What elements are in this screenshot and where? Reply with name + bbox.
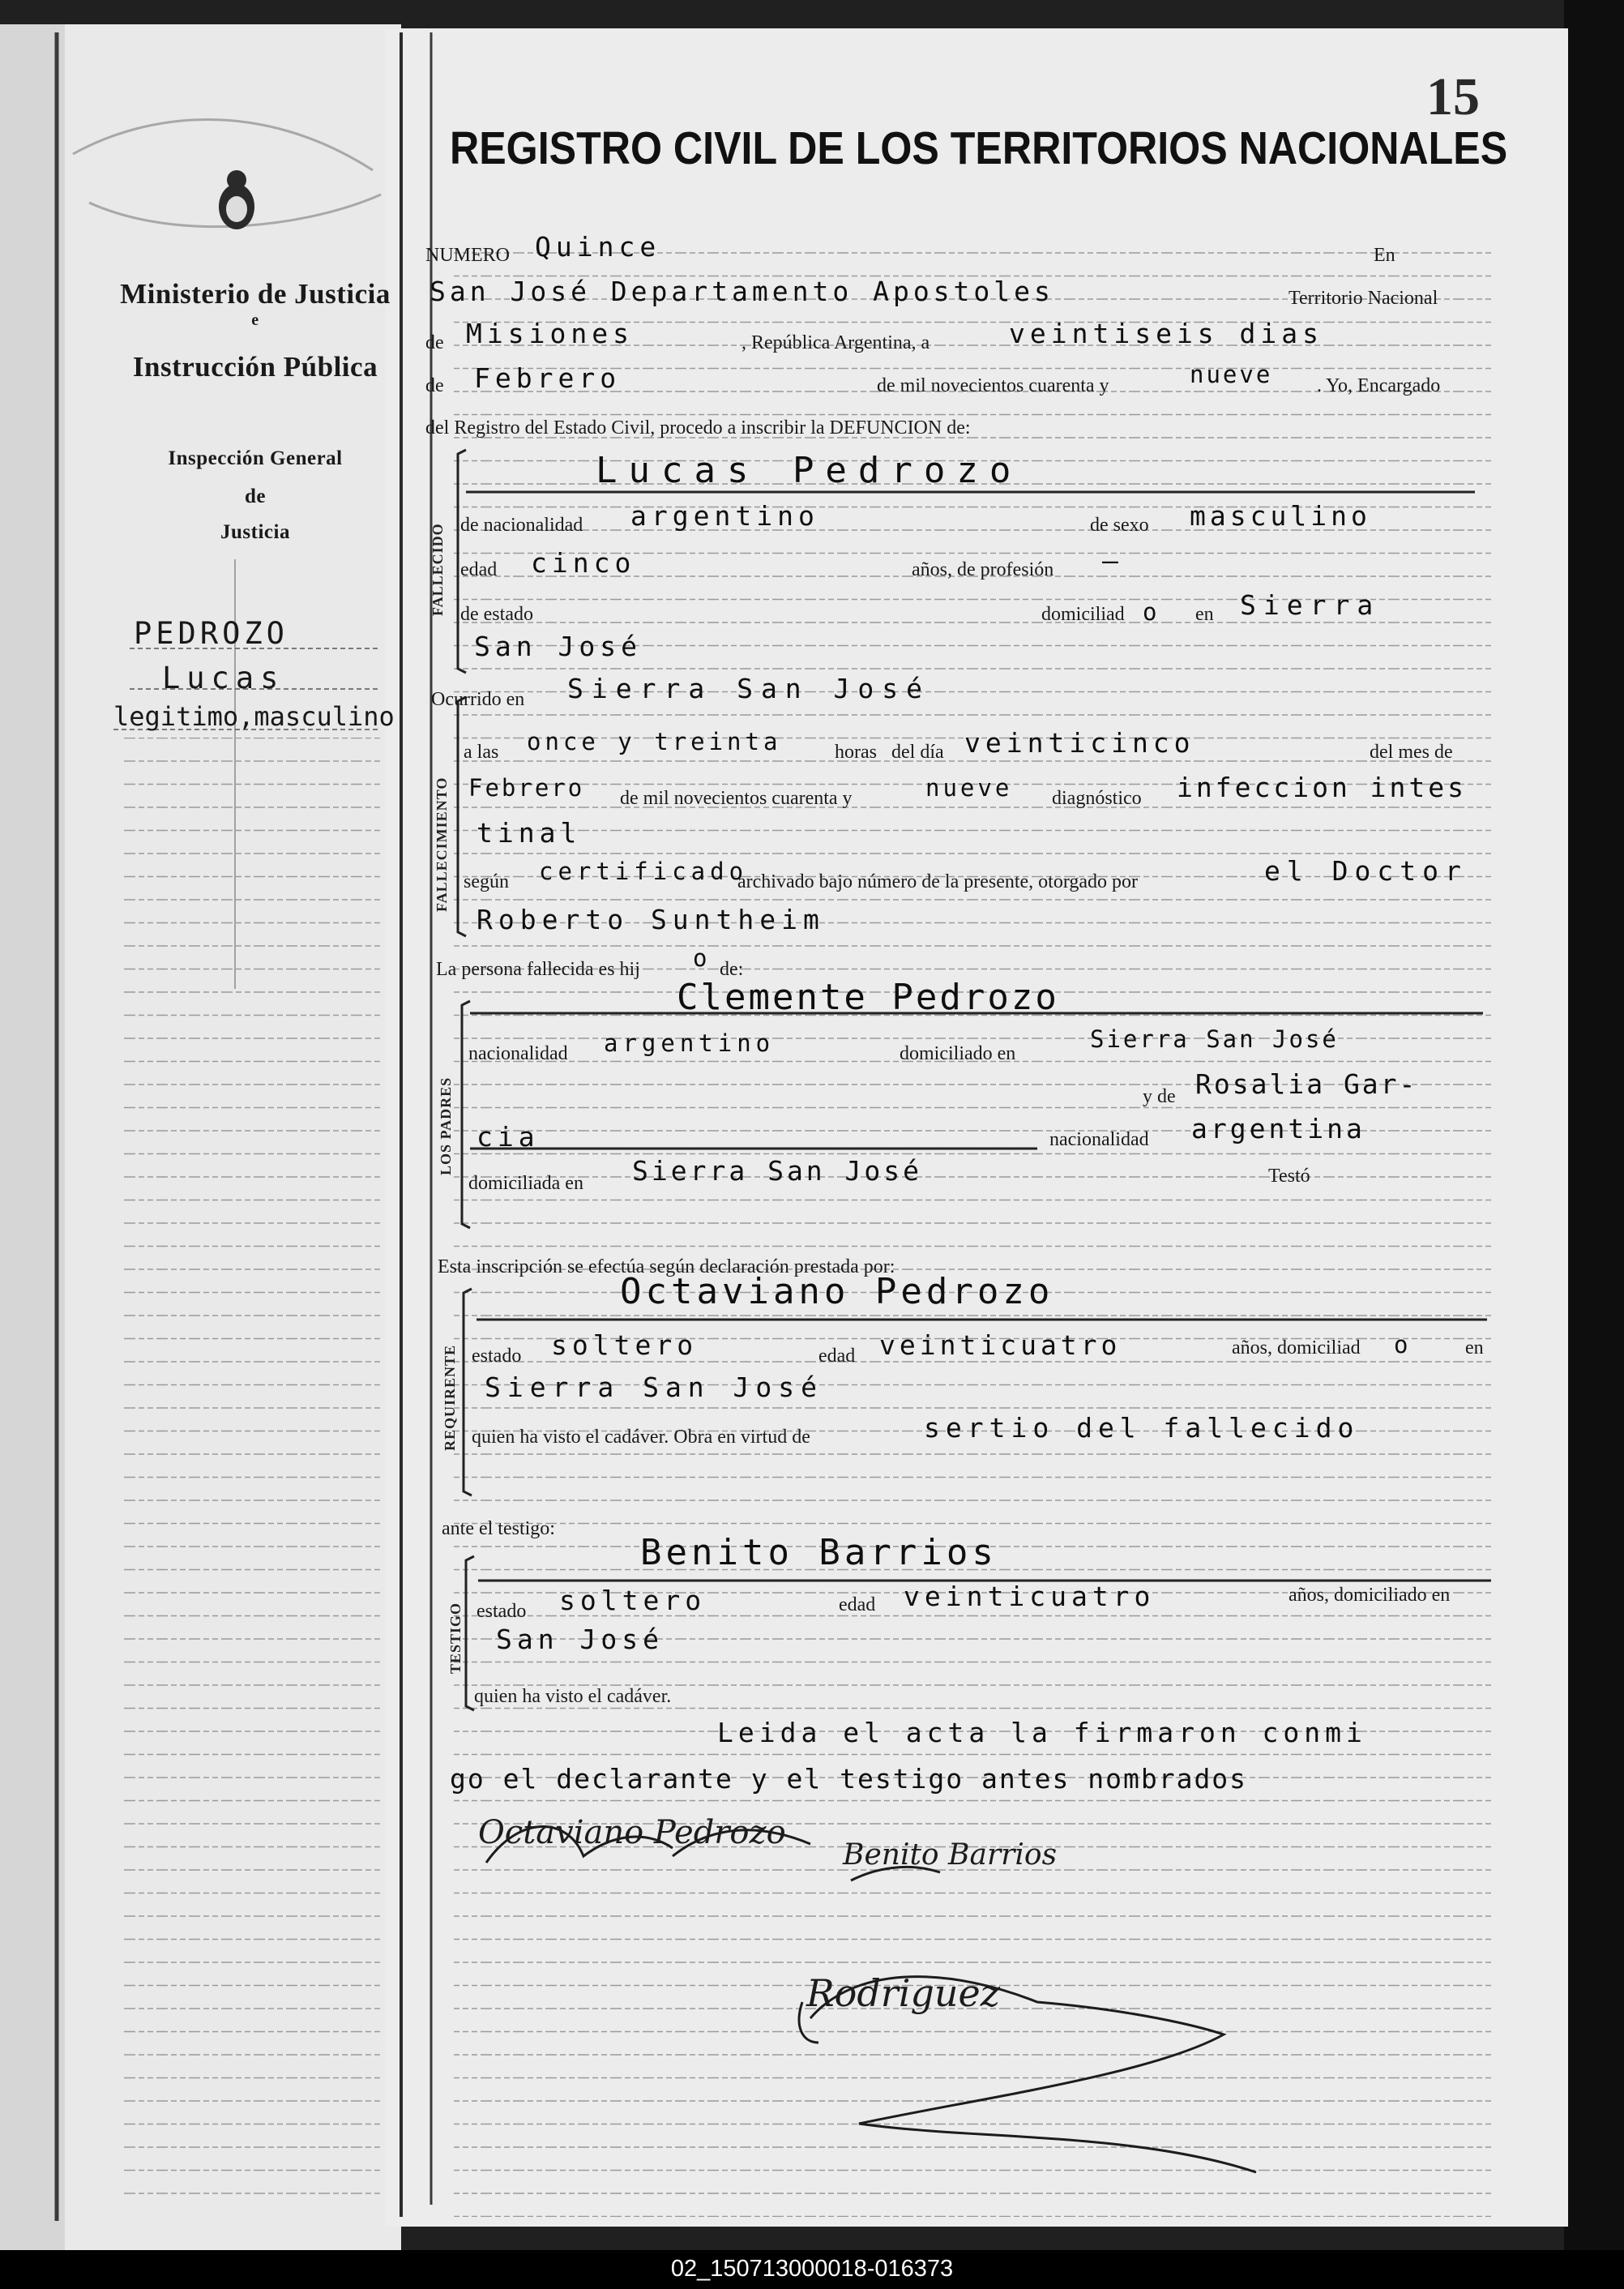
en-label: En xyxy=(1374,245,1395,266)
page-title: REGISTRO CIVIL DE LOS TERRITORIOS NACIONALES xyxy=(450,122,1508,174)
y-de-label: y de xyxy=(1143,1086,1176,1107)
requirente-estado-label: estado xyxy=(472,1346,522,1367)
virtud-value: sertio del fallecido xyxy=(924,1412,1360,1444)
requirente-estado: soltero xyxy=(551,1329,699,1361)
inspection-line-2: de xyxy=(245,486,266,507)
profesion-value: — xyxy=(1102,545,1123,576)
horas-label: horas xyxy=(835,742,877,763)
persona-suffix: o xyxy=(693,944,712,972)
doctor-name: Roberto Suntheim xyxy=(477,904,825,935)
sexo-value: masculino xyxy=(1190,500,1371,532)
hora-value: once y treinta xyxy=(527,728,782,755)
ministry-line-3: Instrucción Pública xyxy=(132,351,378,383)
padre-name: Clemente Pedrozo xyxy=(677,977,1059,1018)
republica-label: , República Argentina, a xyxy=(741,332,930,353)
sexo-label: de sexo xyxy=(1090,515,1149,536)
requirente-domicilio: Sierra San José xyxy=(485,1371,824,1403)
declaracion-label: Esta inscripción se efectúa según declaración prestada por: xyxy=(438,1256,895,1277)
visto-label: quien ha visto el cadáver. Obra en virtud de xyxy=(472,1427,810,1448)
requirente-name: Octaviano Pedrozo xyxy=(620,1271,1054,1312)
domiciliada-label: domiciliada en xyxy=(468,1173,583,1194)
domicilio-cont: San José xyxy=(474,631,642,662)
madre-domicilio: Sierra San José xyxy=(632,1155,923,1187)
estado-label: de estado xyxy=(460,604,533,625)
requirente-anos-suffix: o xyxy=(1394,1331,1413,1358)
requirente-section-label: REQUIRENTE xyxy=(442,1344,458,1451)
madre-name: Rosalia Gar- xyxy=(1195,1068,1418,1100)
inspection-line-1: Inspección General xyxy=(168,447,343,469)
testigo-visto-label: quien ha visto el cadáver. xyxy=(474,1686,672,1707)
inspection-line-3: Justicia xyxy=(220,521,290,543)
closing-line-2: go el declarante y el testigo antes nombrados xyxy=(450,1763,1248,1795)
profesion-label: años, de profesión xyxy=(912,559,1054,580)
archivado-label: archivado bajo número de la presente, otorgado por xyxy=(737,871,1139,892)
testigo-edad-label: edad xyxy=(839,1594,876,1615)
stub-surname: PEDROZO xyxy=(134,616,288,651)
testigo-section-label: TESTIGO xyxy=(447,1602,464,1674)
madre-name-cont: cia xyxy=(477,1121,540,1153)
padre-nacionalidad-label: nacionalidad xyxy=(468,1043,568,1064)
signature-encargado: Rodriguez xyxy=(806,1971,1001,2015)
madre-nacionalidad: argentina xyxy=(1191,1113,1365,1144)
diagnostico-cont: tinal xyxy=(477,817,582,849)
certificado-value: certificado xyxy=(539,858,749,885)
mes-value: Febrero xyxy=(468,774,585,802)
diagnostico-value: infeccion intes xyxy=(1177,772,1468,803)
intro-line: del Registro del Estado Civil, procedo a inscribir la DEFUNCION de: xyxy=(425,417,971,439)
domicilio-label: domiciliad xyxy=(1041,604,1125,625)
year-word: nueve xyxy=(1190,361,1273,388)
domicilio-suffix: o xyxy=(1143,598,1162,626)
yo-label: . Yo, Encargado xyxy=(1317,375,1441,396)
ministry-line-2: e xyxy=(251,311,259,329)
domiciliado-label: domiciliado en xyxy=(900,1043,1016,1064)
testigo-name: Benito Barrios xyxy=(640,1532,998,1573)
testigo-anos-label: años, domiciliado en xyxy=(1289,1585,1451,1606)
mes-label: del mes de xyxy=(1370,742,1453,763)
testigo-edad: veinticuatro xyxy=(904,1581,1156,1612)
ocurrido-label: Ocurrido en xyxy=(431,689,525,710)
stub-annotation: legitimo,masculino xyxy=(113,701,395,732)
month-label: de xyxy=(425,375,444,396)
padre-nacionalidad: argentino xyxy=(604,1029,776,1057)
persona-label-b: de: xyxy=(720,959,744,980)
testigo-estado-label: estado xyxy=(477,1601,527,1622)
signature-testigo: Benito Barrios xyxy=(843,1838,1058,1872)
place-line: San José Departamento Apostoles xyxy=(430,276,1054,307)
persona-label-a: La persona fallecida es hij xyxy=(436,959,640,980)
fallecimiento-year-word: nueve xyxy=(925,774,1013,802)
folio-number: 15 xyxy=(1426,67,1480,126)
fallecido-nacionalidad: argentino xyxy=(630,500,819,532)
diagnostico-label: diagnóstico xyxy=(1052,788,1142,809)
year-prefix: de mil novecientos cuarenta y xyxy=(877,375,1109,396)
numero-value: Quince xyxy=(535,231,661,263)
a-las-label: a las xyxy=(464,742,499,763)
madre-nacionalidad-label: nacionalidad xyxy=(1049,1129,1149,1150)
stub-given-name: Lucas xyxy=(162,661,285,695)
fallecimiento-section-label: FALLECIMIENTO xyxy=(434,777,450,912)
domicilio-value: Sierra xyxy=(1240,589,1381,621)
testigo-estado: soltero xyxy=(559,1585,707,1616)
dia-value: veinticinco xyxy=(964,727,1195,759)
segun-label: según xyxy=(464,871,509,892)
ministry-line-1: Ministerio de Justicia xyxy=(120,278,391,310)
fallecimiento-year-label: de mil novecientos cuarenta y xyxy=(620,788,853,809)
requirente-anos-label: años, domiciliad xyxy=(1232,1337,1361,1358)
numero-label: NUMERO xyxy=(425,245,511,266)
testigo-domicilio: San José xyxy=(496,1624,664,1655)
padre-domicilio: Sierra San José xyxy=(1090,1025,1339,1053)
padres-section-label: LOS PADRES xyxy=(438,1076,454,1175)
signature-declarante: Octaviano Pedrozo xyxy=(478,1814,786,1851)
testo-label: Testó xyxy=(1268,1166,1310,1187)
edad-label: edad xyxy=(460,559,498,580)
month-value: Febrero xyxy=(474,362,622,394)
de-label: de xyxy=(425,332,444,353)
doctor-value: el Doctor xyxy=(1264,855,1468,887)
territorio-label: Territorio Nacional xyxy=(1289,288,1438,309)
dia-label: del día xyxy=(891,742,944,763)
date-days-value: veintiseis dias xyxy=(1009,318,1324,349)
fallecido-section-label: FALLECIDO xyxy=(430,523,446,616)
closing-line-1: Leida el acta la firmaron conmi xyxy=(717,1717,1367,1748)
edad-value: cinco xyxy=(531,547,636,579)
fallecido-nacionalidad-label: de nacionalidad xyxy=(460,515,583,536)
requirente-edad: veinticuatro xyxy=(879,1329,1122,1361)
territory-value: Misiones xyxy=(466,318,634,349)
fallecido-name: Lucas Pedrozo xyxy=(596,450,1023,491)
image-id-footer: 02_150713000018-016373 xyxy=(0,2250,1624,2289)
ocurrido-value: Sierra San José xyxy=(567,673,931,704)
requirente-en-label: en xyxy=(1465,1337,1484,1358)
requirente-edad-label: edad xyxy=(818,1346,856,1367)
ante-label: ante el testigo: xyxy=(442,1518,555,1539)
domicilio-en-label: en xyxy=(1195,604,1214,625)
